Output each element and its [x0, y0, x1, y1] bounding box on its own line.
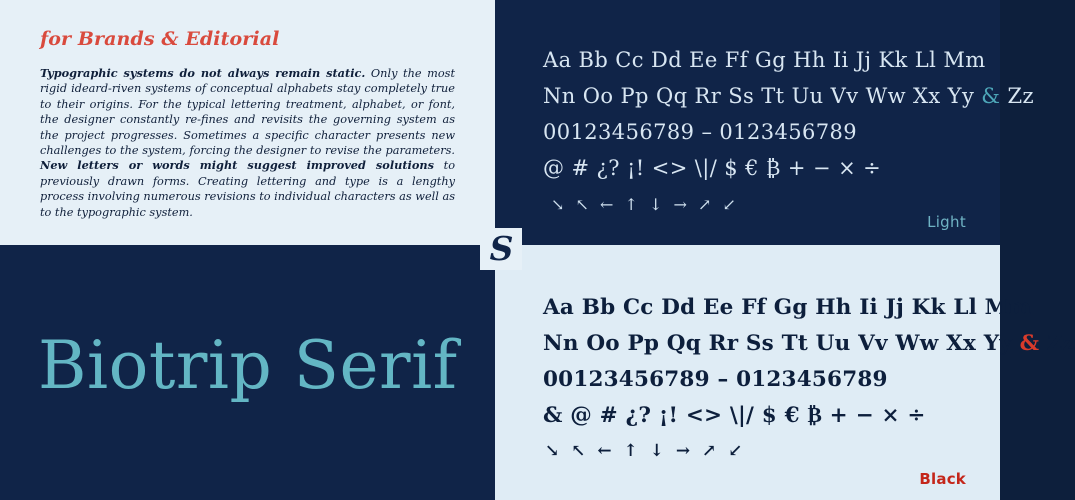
specimen-black-line-1: Aa Bb Cc Dd Ee Ff Gg Hh Ii Jj Kk Ll Mm: [543, 295, 1032, 320]
weight-label-black: Black: [919, 470, 966, 488]
specimen-black-line-2-main: Nn Oo Pp Qq Rr Ss Tt Uu Vv Ww Xx Yy: [543, 331, 1012, 356]
specimen-black-line-4-prefix: &: [543, 403, 571, 428]
ampersand-glyph: &: [1019, 331, 1040, 356]
editorial-panel: [0, 0, 495, 245]
specimen-light-arrow-glyphs: ↘ ↖ ← ↑ ↓ → ↗ ↙: [551, 195, 739, 214]
specimen-black-line-2: [543, 329, 1075, 358]
editorial-paragraph-bold: New letters or words might suggest improved solutions: [40, 158, 434, 173]
specimen-light-line-4: @ # ¿? ¡! <> \|/ $ € ₿ + − × ÷: [543, 156, 882, 180]
page-title: Biotrip Serif: [38, 327, 458, 404]
font-name-panel: [0, 245, 495, 500]
ligature-badge: S: [480, 228, 522, 270]
specimen-light-line-2: [543, 82, 1034, 111]
specimen-light-line-1: Aa Bb Cc Dd Ee Ff Gg Hh Ii Jj Kk Ll Mm: [543, 48, 986, 72]
specimen-light-line-2-main: Nn Oo Pp Qq Rr Ss Tt Uu Vv Ww Xx Yy: [543, 84, 975, 108]
specimen-black-panel: [495, 245, 1075, 500]
specimen-light-panel: [495, 0, 1034, 245]
specimen-black-line-2-tail: Zz: [1039, 331, 1075, 356]
editorial-inner: [0, 0, 495, 220]
editorial-paragraph-lead: Typographic systems do not always remain static.: [40, 66, 366, 80]
ampersand-glyph: &: [981, 84, 1001, 108]
specimen-light-glyphs: [495, 0, 1034, 219]
specimen-black-line-4: [543, 401, 966, 430]
editorial-paragraph-rest-2: to previously drawn forms. Creating lettering and type is a lengthy process involving numerous revisions to individual characters as well as to the typographic system.: [40, 159, 455, 219]
specimen-black-arrow-glyphs: ↘ ↖ ← ↑ ↓ → ↗ ↙: [545, 441, 746, 461]
editorial-paragraph-rest-1: Only the most rigid ideard-riven systems of conceptual alphabets stay completely true to their origins. For the typical lettering treatment, alphabet, or font, the designer constantly re-fines and revisits the governing system as the project progresses. Sometimes a specific character presents new challenges to the system, forcing the designer to revise the parameters.: [40, 67, 455, 158]
specimen-black-line-3: 00123456789 – 0123456789: [543, 367, 888, 392]
specimen-black-line-4-main: @ # ¿? ¡! <> \|/ $ € ₿ + − × ÷: [570, 403, 926, 428]
weight-label-light: Light: [927, 213, 966, 231]
editorial-headline: for Brands & Editorial: [40, 28, 280, 50]
editorial-paragraph: [40, 66, 455, 220]
specimen-light-line-2-tail: Zz: [1000, 84, 1034, 108]
specimen-light-line-3: 00123456789 – 0123456789: [543, 120, 858, 144]
specimen-black-glyphs: [495, 245, 1075, 466]
